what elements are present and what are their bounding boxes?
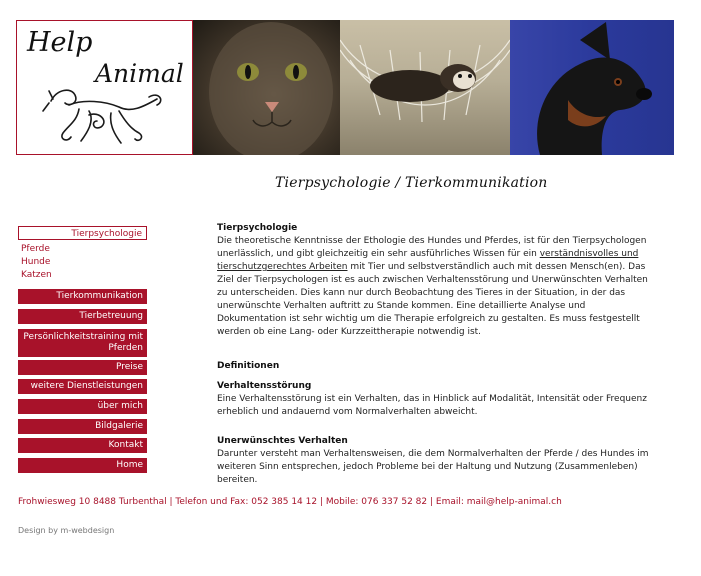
footer [18,497,562,507]
intro-text-b: mit Tier und selbstverständlich auch mit dessen Mensch(en). Das Ziel der Tierpsychologen ist es auch zwischen Verhaltensstörung und Unerwünschten Verhalten zu unterscheiden. Dies kann nur durch Beobachtung des Tieres in der Situation, in der das unerwünschte Verhalten auftritt zu Stande kommen. Eine detaillierte Analyse und Dokumentation ist sehr wichtig um die Therapie erfolgreich zu gestalten. Es muss festgestellt werden ob eine Lang- oder Kurzzeittherapie notwendig ist. [217,262,648,337]
sidebar-subitem-pferde[interactable]: Pferde [21,244,50,254]
horse-logo-icon [39,81,169,151]
sidebar-subitem-hunde[interactable]: Hunde [21,257,51,267]
main-content [217,222,657,487]
sidebar-subnav [21,243,147,282]
def2-text: Darunter versteht man Verhaltensweisen, die dem Normalverhalten der Pferde / des Hundes im weiteren Sinn entsprechen, jedoch Probleme bei der Haltung und Nutzung (Zusammenleben) bereiten. [217,449,649,485]
content-heading: Tierpsychologie [217,223,298,233]
cat-photo [193,20,340,155]
logo[interactable] [16,20,193,155]
definitions-heading: Definitionen [217,361,280,371]
footer-address: Frohwiesweg 10 8488 Turbenthal [18,497,167,507]
ferret-photo [340,20,510,155]
def1-title: Verhaltensstörung [217,381,312,391]
design-credit[interactable]: Design by m-webdesign [18,526,115,535]
sidebar-item-bildgalerie[interactable]: Bildgalerie [18,419,147,434]
page-subtitle: Tierpsychologie / Tierkommunikation [275,175,548,191]
ferret-hammock-icon [340,20,510,155]
sidebar-item-kontakt[interactable]: Kontakt [18,438,147,453]
sidebar-item-ueber-mich[interactable]: über mich [18,399,147,414]
footer-mobile: Mobile: 076 337 52 82 [325,497,428,507]
intro-text-a: Die theoretische Kenntnisse der Ethologie des Hundes und Pferdes, ist für den Tierpsychologen unerlässlich, und gibt gleichzeitig ein sehr ausführliches Wissen für ein [217,236,647,259]
sidebar-nav [18,226,147,470]
sidebar-item-persoenlichkeitstraining[interactable]: Persönlichkeitstraining mit Pferden [18,329,147,357]
sidebar-item-home[interactable]: Home [18,458,147,473]
sidebar-item-tierbetreuung[interactable]: Tierbetreuung [18,309,147,324]
sidebar-item-dienstleistungen[interactable]: weitere Dienstleistungen [18,379,147,394]
footer-sep: | [166,497,176,507]
footer-email-label: Email: [435,497,467,507]
sidebar-item-tierkommunikation[interactable]: Tierkommunikation [18,289,147,304]
tierschutz-link[interactable]: verständnisvolles und tierschutzgerechtes Arbeiten [217,249,639,272]
footer-sep: | [427,497,436,507]
cat-face-icon [193,20,340,155]
footer-sep: | [317,497,326,507]
sidebar-item-preise[interactable]: Preise [18,360,147,375]
header [16,20,674,155]
def1-text: Eine Verhaltensstörung ist ein Verhalten, das in Hinblick auf Modalität, Intensität oder Frequenz erheblich und andauernd vom Normalverhalten abweicht. [217,394,647,417]
logo-text-help: Help [27,27,93,58]
dog-photo [510,20,674,155]
logo-text-animal: Animal [95,59,184,88]
sidebar-item-tierpsychologie[interactable]: Tierpsychologie [18,226,147,240]
footer-phone: Telefon und Fax: 052 385 14 12 [175,497,318,507]
sidebar-subitem-katzen[interactable]: Katzen [21,270,52,280]
footer-email-link[interactable]: mail@help-animal.ch [466,497,562,507]
intro-paragraph [217,235,657,339]
doberman-icon [510,20,674,155]
def2-title: Unerwünschtes Verhalten [217,436,348,446]
